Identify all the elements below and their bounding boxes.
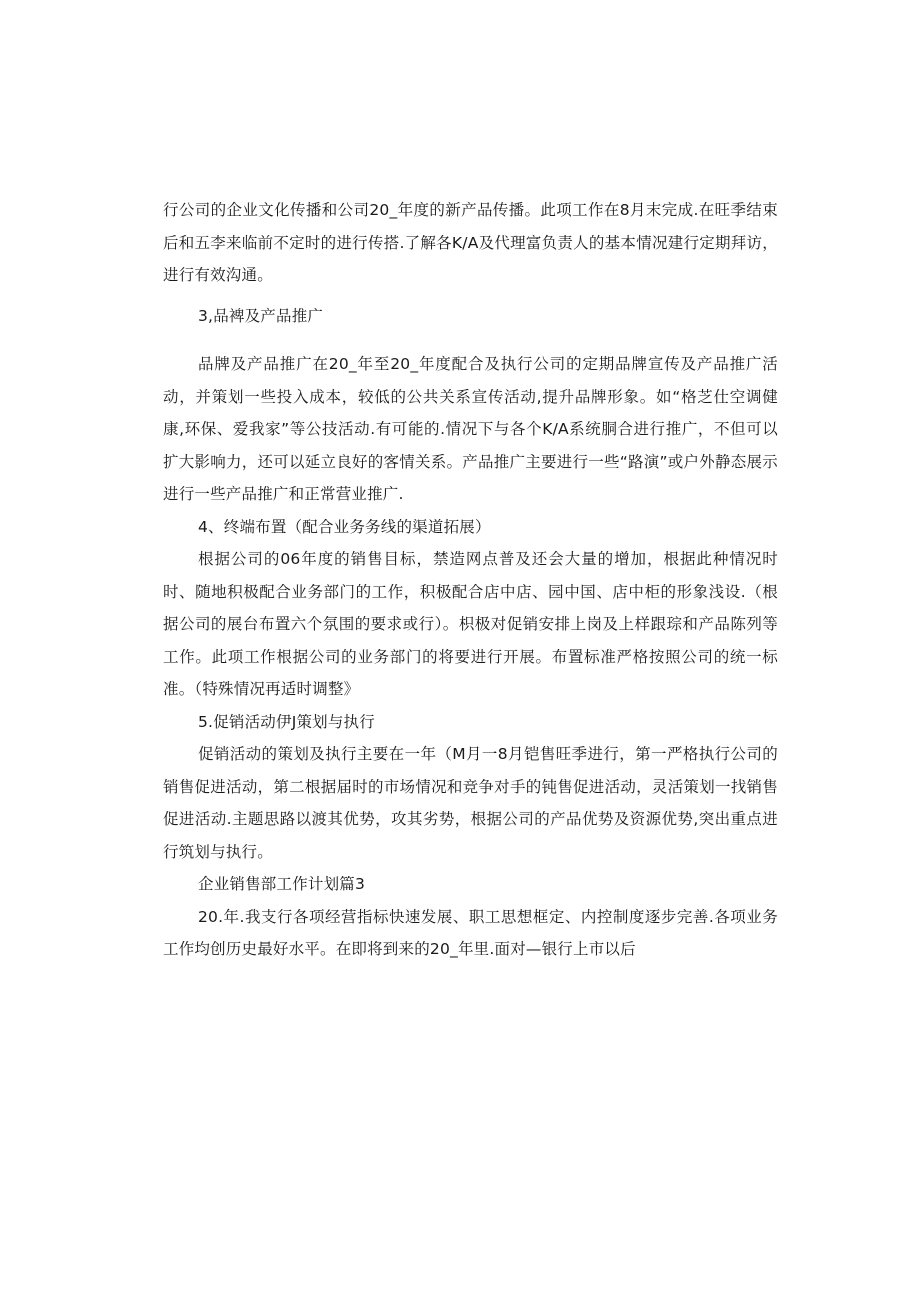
paragraph-bank-intro: 20.年.我支行各项经营指标快速发展、职工思想框定、内控制度逐步完善.各项业务工作均创历史最好水平。在即将到来的20_年里.面对—银行上市以后 [163,907,778,958]
section-heading-plan-3: 企业销售部工作计划篇3 [198,875,366,893]
section-heading-terminal-layout: 4、终端布置（配合业务务线的渠道拓展） [198,517,491,536]
document-body [163,194,778,966]
paragraph-brand-promotion: 品牌及产品推广在20_年至20_年度配合及执行公司的定期品牌宣传及产品推广活动，并策划一些投入成本，较低的公共关系宣传活动,提升品牌形象。如“格芝仕空调健康,环保、爱我家”等公技活动.有可能的.情况下与各个K/A系统胴合进行推广，不但可以扩大影响力，还可以延立良好的客情关系。产品推广主要进行一些“路演”或户外静态展示进行一些产品推广和正常营业推广. [163,355,778,503]
paragraph-promotion-activity: 促销活动的策划及执行主要在一年（M月一8月铠售旺季进行，第一严格执行公司的销售促进活动，第二根据届时的市场情况和竞争对手的钝售促进活动，灵活策划一找销售促进活动.主题思路以渡其优势，攻其劣势，根据公司的产品优势及资源优势,突出重点进行筑划与执行。 [163,745,778,861]
section-heading-brand-promotion: 3,品裨及产品推广 [198,306,324,325]
paragraph-intro: 行公司的企业文化传播和公司20_年度的新产品传播。此项工作在8月末完成.在旺季结束后和五李来临前不定时的进行传搭.了解各K/A及代理富负责人的基本情况建行定期拜访，进行有效沟通。 [163,201,778,284]
section-heading-promotion-activity: 5.促销活动伊J策划与执行 [198,712,375,731]
paragraph-terminal-layout: 根据公司的06年度的销售目标，禁造网点普及还会大量的增加，根据此种情况时时、随地积极配合业务部门的工作，积极配合店中店、园中国、店中柜的形象浅设.（根据公司的展台布置六个氛围的要求或行）。枳极对促销安排上岗及上样跟琮和产品陈列等工作。此项工作根据公司的业务部门的将要进行开展。布置标准严格按照公司的统一标准。（特殊情况再适时调整》 [163,550,778,698]
